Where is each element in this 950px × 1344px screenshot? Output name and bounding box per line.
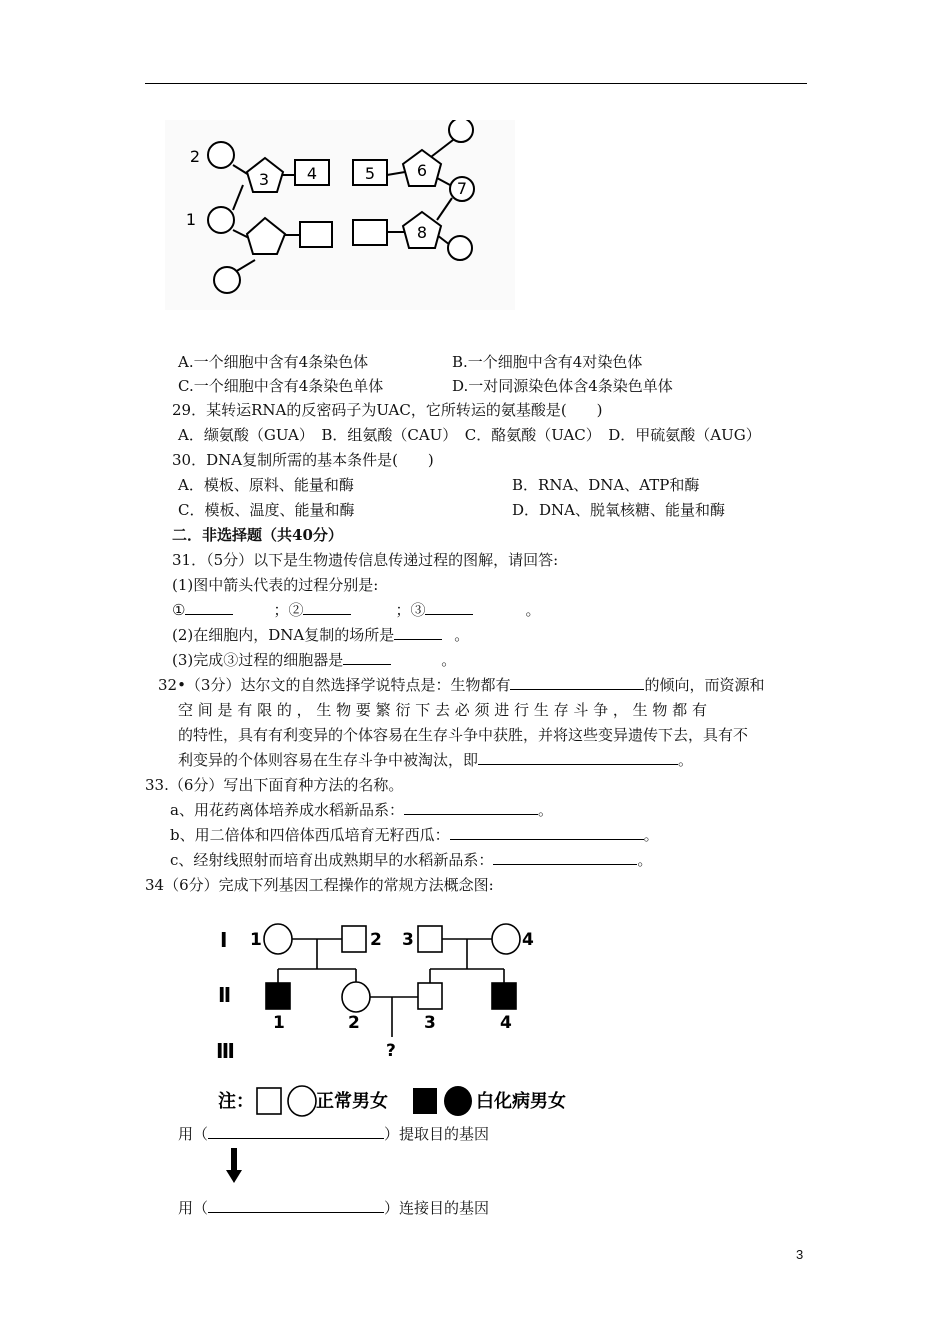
dna-structure-figure [165, 120, 515, 310]
concept-1-prefix: 用（ [178, 1125, 209, 1143]
legend-normal-text: 正常男女 [316, 1091, 388, 1112]
q31-part2-end: 。 [454, 626, 470, 644]
concept-step-2 [178, 1198, 489, 1218]
q29-options: A．缬氨酸（GUA） B．组氨酸（CAU） C．酪氨酸（UAC） D．甲硫氨酸（AUG） [178, 426, 761, 444]
legend-normal-male-square [257, 1088, 281, 1114]
q31-part3-end: 。 [441, 651, 457, 669]
q30-option-b: B．RNA、DNA、ATP和酶 [512, 476, 700, 494]
q33-a-end: 。 [537, 801, 553, 819]
q32-blank-1[interactable] [510, 675, 644, 690]
q32-text-1b: 的倾向，而资源和 [644, 676, 765, 694]
q31-part2-text: (2)在细胞内，DNA复制的场所是 [172, 626, 395, 644]
q32-line-1 [158, 675, 765, 695]
concept-2-suffix: ）连接目的基因 [384, 1199, 490, 1217]
q32-end: 。 [678, 751, 694, 769]
i3-label: 3 [402, 930, 414, 950]
q30-option-c: C．模板、温度、能量和酶 [178, 501, 355, 519]
concept-blank-2[interactable] [208, 1198, 384, 1213]
q33-blank-b[interactable] [450, 825, 644, 840]
label-8: 8 [416, 223, 428, 242]
q33-c [170, 850, 652, 870]
q32-line-4 [178, 750, 693, 770]
q31-blank-2[interactable] [303, 600, 351, 615]
q33-b-text: b、用二倍体和四倍体西瓜培育无籽西瓜： [170, 826, 450, 844]
q33-a [170, 800, 553, 820]
q31-blank-4[interactable] [394, 625, 442, 640]
gen-3-label: Ⅲ [216, 1039, 235, 1063]
label-2: 2 [189, 147, 201, 166]
legend-normal-female-circle [288, 1086, 316, 1116]
q31-blanks-line [172, 600, 541, 620]
q32-text-4: 利变异的个体则容易在生存斗争中被淘汰，即 [178, 751, 479, 769]
label-4: 4 [306, 164, 318, 183]
pedigree-chart [210, 915, 590, 1120]
legend-albino-text: 白化病男女 [476, 1091, 566, 1112]
q33-c-text: c、经射线照射而培育出成熟期早的水稻新品系： [170, 851, 494, 869]
label-3: 3 [258, 170, 270, 189]
section-heading: 二．非选择题（共40分） [172, 526, 343, 544]
q33-stem: 33.（6分）写出下面育种方法的名称。 [145, 776, 404, 794]
ii4-label: 4 [500, 1013, 512, 1033]
page-number: 3 [796, 1247, 804, 1262]
label-1: 1 [185, 210, 197, 229]
down-arrow-icon [226, 1148, 242, 1184]
q31-blank-3[interactable] [425, 600, 473, 615]
legend-albino-male-square [413, 1088, 437, 1114]
ii1-label: 1 [273, 1013, 285, 1033]
ii3-label: 3 [424, 1013, 436, 1033]
header-rule [145, 83, 807, 84]
q30-option-a: A．模板、原料、能量和酶 [178, 476, 354, 494]
q31-mark-1: ① [172, 601, 186, 619]
q31-stem: 31．（5分）以下是生物遗传信息传递过程的图解，请回答: [172, 551, 559, 569]
q28-option-c: C.一个细胞中含有4条染色单体 [178, 377, 384, 395]
q31-part1: (1)图中箭头代表的过程分别是: [172, 576, 379, 594]
concept-blank-1[interactable] [208, 1124, 384, 1139]
q32-line-3: 的特性，具有有利变异的个体容易在生存斗争中获胜，并将这些变异遗传下去，具有不 [178, 726, 749, 744]
q28-option-b: B.一个细胞中含有4对染色体 [452, 353, 643, 371]
unknown-label: ? [386, 1041, 396, 1061]
i2-label: 2 [370, 930, 382, 950]
q33-a-text: a、用花药离体培养成水稻新品系： [170, 801, 404, 819]
concept-step-1 [178, 1124, 489, 1144]
gen-1-label: Ⅰ [220, 928, 228, 952]
legend-note: 注： [218, 1091, 254, 1112]
ii2-label: 2 [348, 1013, 360, 1033]
concept-1-suffix: ）提取目的基因 [384, 1125, 490, 1143]
i1-label: 1 [250, 930, 262, 950]
q32-blank-2[interactable] [478, 750, 678, 765]
q31-end: 。 [525, 601, 541, 619]
q32-text-1: 32•（3分）达尔文的自然选择学说特点是：生物都有 [158, 676, 511, 694]
q32-line-2: 空 间 是 有 限 的 ， 生 物 要 繁 衍 下 去 必 须 进 行 生 存 斗 争 ， 生 物 都 有 [178, 701, 707, 719]
q34-stem: 34（6分）完成下列基因工程操作的常规方法概念图: [145, 876, 494, 894]
q31-part2 [172, 625, 469, 645]
legend-albino-female-circle [444, 1086, 472, 1116]
q28-option-d: D.一对同源染色体含4条染色单体 [452, 377, 673, 395]
q30-stem: 30．DNA复制所需的基本条件是( ) [172, 451, 434, 469]
concept-2-prefix: 用（ [178, 1199, 209, 1217]
q30-option-d: D．DNA、脱氧核糖、能量和酶 [512, 501, 726, 519]
label-6: 6 [416, 161, 428, 180]
q33-c-end: 。 [637, 851, 653, 869]
q33-blank-a[interactable] [404, 800, 538, 815]
label-5: 5 [364, 164, 376, 183]
q31-mark-3: ；③ [395, 601, 426, 619]
q33-b-end: 。 [643, 826, 659, 844]
q28-option-a: A.一个细胞中含有4条染色体 [178, 353, 369, 371]
q33-blank-c[interactable] [493, 850, 637, 865]
i4-label: 4 [522, 930, 534, 950]
gen-2-label: Ⅱ [218, 983, 232, 1007]
q33-b [170, 825, 659, 845]
q31-blank-5[interactable] [343, 650, 391, 665]
q31-blank-1[interactable] [185, 600, 233, 615]
q31-part3 [172, 650, 456, 670]
q31-mark-2: ；② [273, 601, 304, 619]
label-7: 7 [456, 179, 468, 198]
q29-stem: 29．某转运RNA的反密码子为UAC，它所转运的氨基酸是( ) [172, 401, 603, 419]
q31-part3-text: (3)完成③过程的细胞器是 [172, 651, 344, 669]
